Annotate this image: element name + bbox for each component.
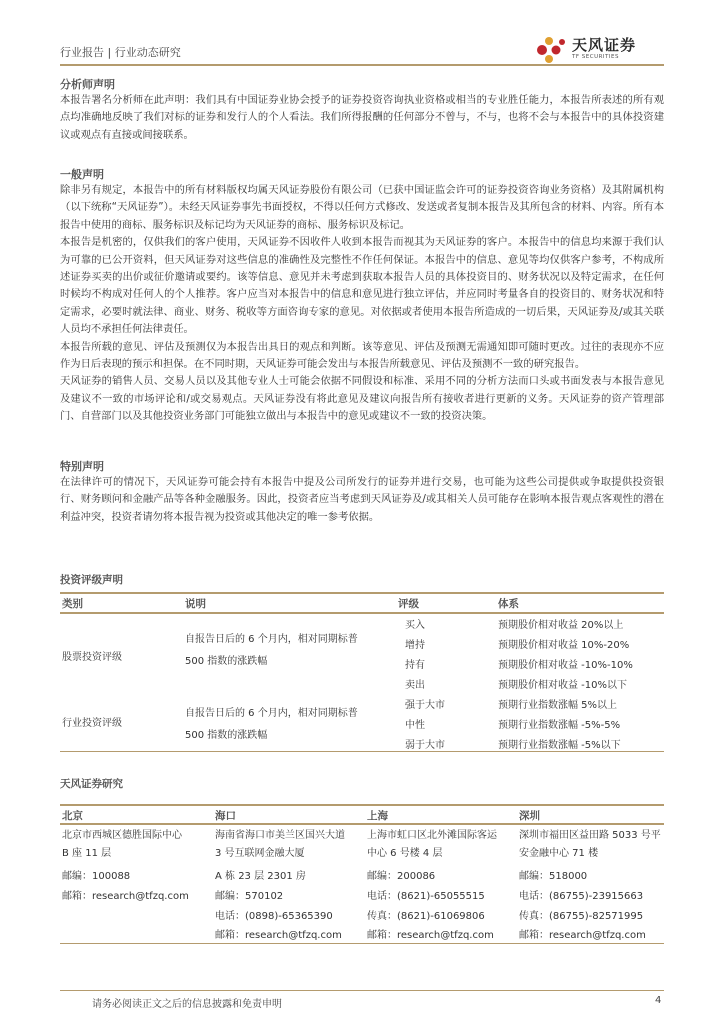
rating-system: 预期股价相对收益 20%以上 [498, 620, 624, 631]
page-header [60, 32, 664, 66]
office-address-beijing: 北京市西城区德胜国际中心 B 座 11 层 [62, 830, 182, 859]
rating-header-description: 说明 [185, 598, 206, 610]
logo-mark-icon [532, 32, 568, 68]
office-email-shanghai: 邮箱：research@tfzq.com [367, 930, 494, 941]
special-paragraph: 在法律许可的情况下，天风证券可能会持有本报告中提及公司所发行的证券并进行交易，也可能为这些公司提供或争取提供投资银行、财务顾问和金融产品等各种金融服务。因此，投资者应当考虑到天风证券及/或其相关人员可能存在影响本报告观点客观性的潜在利益冲突，投资者请勿将本报告视为投资或其他决定的唯一参考依据。 [60, 476, 664, 523]
general-statement-title: 一般声明 [60, 168, 104, 181]
header-title: 行业报告 | 行业动态研究 [60, 46, 181, 59]
office-fax-shanghai: 传真：(8621)-61069806 [367, 911, 485, 922]
office-fax-shenzhen: 传真：(86755)-82571995 [519, 911, 644, 922]
rating-grade: 持有 [405, 660, 425, 671]
research-title: 天风证券研究 [60, 778, 123, 790]
office-city-shenzhen: 深圳 [519, 810, 540, 822]
office-postcode-beijing: 邮编：100088 [62, 871, 131, 882]
general-paragraph-1: 除非另有规定，本报告中的所有材料版权均属天风证券股份有限公司（已获中国证监会许可的证券投资咨询业务资格）及其附属机构（以下统称“天风证券”）。未经天风证券事先书面授权，不得以任何方式修改、发送或者复制本报告及其所包含的材料、内容。所有本报告中使用的商标、服务标识及标记均为天风证券的商标、服务标识及标记。 [60, 184, 664, 231]
special-statement-text [60, 474, 664, 526]
office-postcode-haikou: 邮编：570102 [215, 891, 284, 902]
page-number: 4 [655, 995, 662, 1006]
rating-grade: 增持 [405, 640, 425, 651]
office-phone-haikou: 电话：(0898)-65365390 [215, 911, 333, 922]
analyst-statement-text [60, 92, 664, 144]
rating-system: 预期股价相对收益 -10%以下 [498, 680, 628, 691]
offices-table [60, 804, 664, 944]
logo-subtitle: TF SECURITIES [572, 54, 619, 60]
office-city-haikou: 海口 [215, 810, 236, 822]
rating-grade: 中性 [405, 720, 425, 731]
office-address2-haikou: A 栋 23 层 2301 房 [215, 871, 306, 882]
analyst-paragraph: 本报告署名分析师在此声明：我们具有中国证券业协会授予的证券投资咨询执业资格或相当的专业胜任能力，本报告所表述的所有观点均准确地反映了我们对标的证券和发行人的个人看法。我们所得报酬的任何部分不曾与，不与，也将不会与本报告中的具体投资建议或观点有直接或间接联系。 [60, 94, 664, 141]
office-address-shanghai: 上海市虹口区北外滩国际客运中心 6 号楼 4 层 [367, 830, 497, 859]
company-logo [532, 32, 664, 68]
logo-text: 天风证券 [572, 36, 637, 54]
rating-description-industry: 自报告日后的 6 个月内，相对同期标普 500 指数的涨跌幅 [185, 708, 358, 741]
office-postcode-shanghai: 邮编：200086 [367, 871, 436, 882]
rating-description-stock: 自报告日后的 6 个月内，相对同期标普 500 指数的涨跌幅 [185, 634, 358, 667]
office-email-shenzhen: 邮箱：research@tfzq.com [519, 930, 646, 941]
analyst-statement-title: 分析师声明 [60, 78, 115, 91]
rating-category-stock: 股票投资评级 [62, 652, 122, 663]
rating-system: 预期股价相对收益 -10%-10% [498, 660, 633, 671]
rating-grade: 买入 [405, 620, 425, 631]
general-paragraph-2: 本报告是机密的，仅供我们的客户使用，天风证券不因收件人收到本报告而视其为天风证券的客户。本报告中的信息均来源于我们认为可靠的已公开资料，但天风证券对这些信息的准确性及完整性不作任何保证。本报告中的信息、意见等均仅供客户参考，不构成所述证券买卖的出价或征价邀请或要约。该等信息、意见并未考虑到获取本报告人员的具体投资目的、财务状况以及特定需求，在任何时候均不构成对任何人的个人推荐。客户应当对本报告中的信息和意见进行独立评估，并应同时考量各自的投资目的、财务状况和特定需求，必要时就法律、商业、财务、税收等方面咨询专家的意见。对依据或者使用本报告所造成的一切后果，天风证券及/或其关联人员均不承担任何法律责任。 [60, 236, 664, 336]
rating-header-grade: 评级 [398, 598, 419, 610]
rating-system: 预期行业指数涨幅 -5%-5% [498, 720, 621, 731]
rating-header-system: 体系 [498, 598, 519, 610]
rating-system: 预期行业指数涨幅 -5%以下 [498, 740, 621, 751]
rating-system: 预期行业指数涨幅 5%以上 [498, 700, 618, 711]
office-phone-shanghai: 电话：(8621)-65055515 [367, 891, 485, 902]
rating-category-industry: 行业投资评级 [62, 718, 122, 729]
header-divider [60, 64, 664, 66]
footer-disclaimer: 请务必阅读正文之后的信息披露和免责申明 [92, 999, 282, 1010]
general-statement-text [60, 182, 664, 426]
office-city-shanghai: 上海 [367, 810, 388, 822]
rating-grade: 强于大市 [405, 700, 445, 711]
general-paragraph-3: 本报告所载的意见、评估及预测仅为本报告出具日的观点和判断。该等意见、评估及预测无需通知即可随时更改。过往的表现亦不应作为日后表现的预示和担保。在不同时期，天风证券可能会发出与本报告所载意见、评估及预测不一致的研究报告。 [60, 340, 664, 371]
office-email-haikou: 邮箱：research@tfzq.com [215, 930, 342, 941]
office-address-haikou: 海南省海口市美兰区国兴大道 3 号互联网金融大厦 [215, 830, 345, 859]
rating-table [60, 592, 664, 752]
office-email-beijing: 邮箱：research@tfzq.com [62, 891, 189, 902]
footer-divider [60, 990, 664, 991]
rating-statement-title: 投资评级声明 [60, 574, 123, 586]
general-paragraph-4: 天风证券的销售人员、交易人员以及其他专业人士可能会依据不同假设和标准、采用不同的分析方法而口头或书面发表与本报告意见及建议不一致的市场评论和/或交易观点。天风证券没有将此意见及建议向报告所有接收者进行更新的义务。天风证券的资产管理部门、自营部门以及其他投资业务部门可能独立做出与本报告中的意见或建议不一致的投资决策。 [60, 375, 664, 423]
office-postcode-shenzhen: 邮编：518000 [519, 871, 588, 882]
rating-header-category: 类别 [62, 598, 83, 610]
rating-grade: 弱于大市 [405, 740, 445, 751]
office-address-shenzhen: 深圳市福田区益田路 5033 号平安金融中心 71 楼 [519, 830, 661, 859]
office-city-beijing: 北京 [62, 810, 83, 822]
office-phone-shenzhen: 电话：(86755)-23915663 [519, 891, 644, 902]
rating-system: 预期股价相对收益 10%-20% [498, 640, 630, 651]
special-statement-title: 特别声明 [60, 460, 104, 473]
rating-grade: 卖出 [405, 680, 425, 691]
